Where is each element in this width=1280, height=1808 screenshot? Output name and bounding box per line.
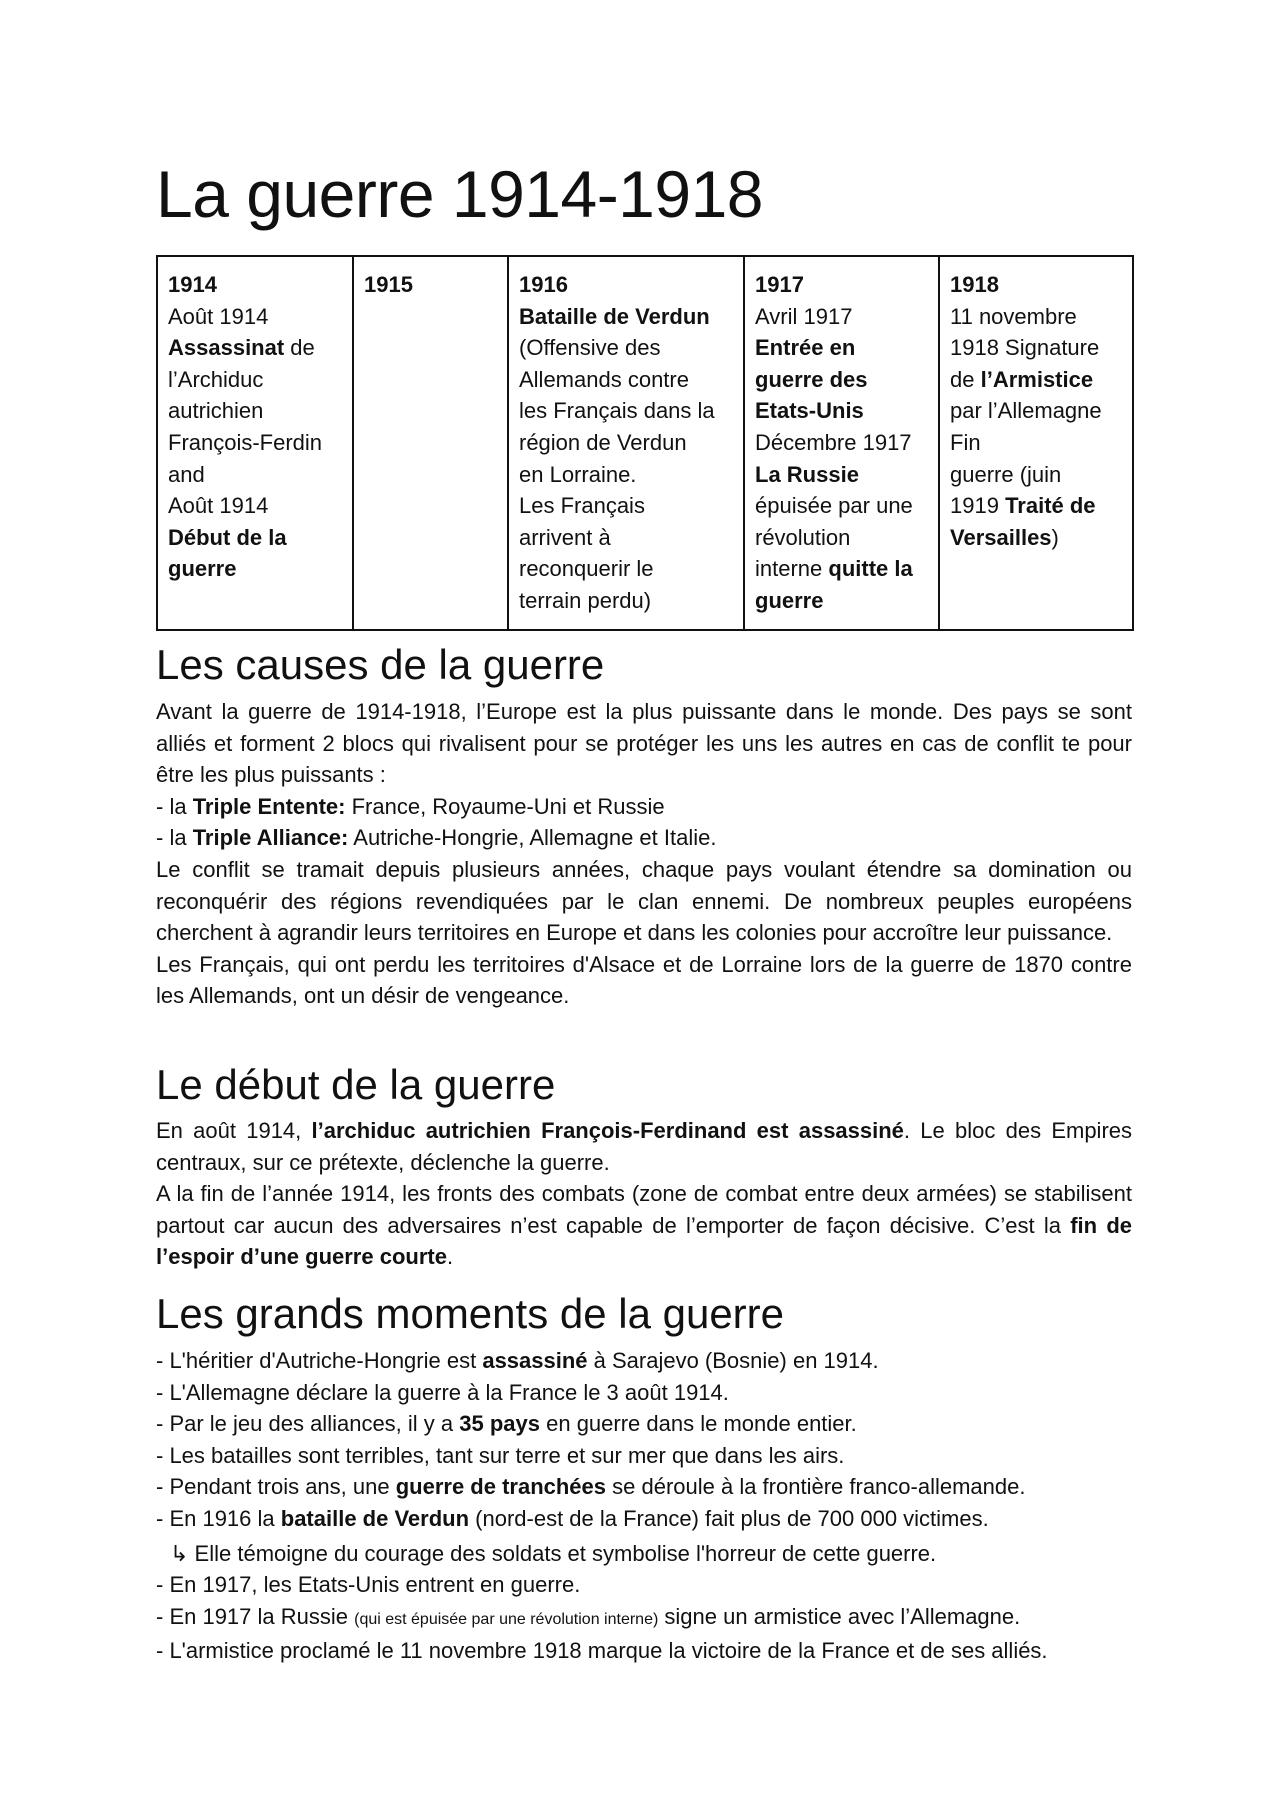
timeline-text: de: [950, 366, 981, 392]
timeline-text: Août 1914: [168, 493, 269, 519]
timeline-text: (Offensive des: [519, 335, 661, 361]
timeline-bold: Entrée en: [755, 335, 856, 361]
timeline-cell-1918: [939, 256, 1133, 630]
section-heading-debut: Le début de la guerre: [156, 1061, 556, 1108]
text-span: (nord-est de la France) fait plus de 700 000 victimes.: [469, 1505, 989, 1531]
bold-span: l’archiduc autrichien François-Ferdinand est assassiné: [311, 1118, 904, 1143]
timeline-text: reconquerir le: [519, 556, 654, 582]
list-item: [156, 1503, 1156, 1535]
text-span: En août 1914,: [156, 1118, 312, 1143]
section-heading-moments: Les grands moments de la guerre: [156, 1290, 785, 1337]
timeline-text: terrain perdu): [519, 587, 652, 613]
timeline-text: de: [284, 335, 315, 361]
timeline-bold: l’Armistice: [980, 366, 1094, 392]
timeline-text: Fin: [950, 429, 981, 455]
timeline-year: 1915: [364, 272, 413, 297]
text-span: A la fin de l’année 1914, les fronts des combats (zone de combat entre deux armées) se stabilisent partout car aucun des adversaires n’est capable de l’emporter de façon décisive. C’est la: [156, 1181, 1132, 1238]
list-item: - Les batailles sont terribles, tant sur terre et sur mer que dans les airs.: [156, 1442, 845, 1468]
timeline-cell-1915: [353, 256, 508, 630]
paragraph: Avant la guerre de 1914-1918, l’Europe est la plus puissante dans le monde. Des pays se sont alliés et forment 2 blocs qui rivalisent pour se protéger les uns les autres en cas de conflit te pour être les plus puissants :: [156, 699, 1132, 788]
timeline-bold: Versailles: [950, 524, 1052, 550]
list-item: [156, 1471, 1156, 1503]
text-span: . Le bloc des Empires centraux, sur ce prétexte, déclenche la guerre.: [156, 1118, 1133, 1175]
list-item-alliance: [156, 822, 1132, 854]
small-text-span: (qui est épuisée par une révolution interne): [354, 1610, 659, 1628]
timeline-bold: guerre des: [755, 366, 868, 392]
timeline-cell-1917: [744, 256, 939, 630]
text-span: - Par le jeu des alliances, il y a: [156, 1411, 460, 1437]
list-item-entente: [156, 791, 1132, 823]
timeline-text: l’Archiduc: [168, 366, 264, 392]
arrow-icon: ↳: [170, 1540, 189, 1566]
list-item: - En 1917, les Etats-Unis entrent en guerre.: [156, 1572, 581, 1598]
timeline-text: François-Ferdin: [168, 429, 323, 455]
paragraph: Les Français, qui ont perdu les territoires d'Alsace et de Lorraine lors de la guerre de 1870 contre les Allemands, ont un désir de vengeance.: [156, 951, 1132, 1009]
timeline-text: guerre (juin: [950, 461, 1062, 487]
list-item: - L'armistice proclamé le 11 novembre 1918 marque la victoire de la France et de ses alliés.: [156, 1638, 1048, 1664]
list-item: [156, 1601, 1156, 1636]
paragraph: [156, 1178, 1132, 1273]
section-body-debut: [156, 1115, 1132, 1273]
bold-span: Triple Alliance:: [192, 825, 349, 851]
timeline-text: arrivent à: [519, 524, 611, 550]
bold-span: Triple Entente:: [192, 793, 346, 819]
timeline-text: interne: [755, 556, 829, 582]
text-span: - la: [156, 793, 193, 819]
paragraph: Le conflit se tramait depuis plusieurs années, chaque pays voulant étendre sa domination ou reconquérir des régions revendiquées par le clan ennemi. De nombreux peuples européens cherchent à agrandir leurs territoires en Europe et dans les colonies pour accroître leur puissance.: [156, 856, 1132, 946]
timeline-bold: Traité de: [1005, 493, 1096, 519]
text-span: Autriche-Hongrie, Allemagne et Italie.: [348, 825, 717, 851]
section-body-causes: [156, 696, 1132, 1012]
text-span: en guerre dans le monde entier.: [540, 1411, 857, 1437]
text-span: Elle témoigne du courage des soldats et symbolise l'horreur de cette guerre.: [188, 1540, 937, 1566]
timeline-text: Avril 1917: [755, 303, 853, 329]
timeline-text: ): [1051, 524, 1059, 550]
timeline-text: Allemands contre: [519, 366, 689, 392]
text-span: .: [446, 1244, 454, 1270]
timeline-text: en Lorraine.: [519, 461, 637, 487]
text-span: signe un armistice avec l’Allemagne.: [658, 1603, 1021, 1629]
section-body-moments: [156, 1345, 1156, 1667]
bold-span: bataille de Verdun: [280, 1505, 470, 1531]
timeline-text: région de Verdun: [519, 429, 687, 455]
timeline-cell-1914: [157, 256, 353, 630]
text-span: - L'héritier d'Autriche-Hongrie est: [156, 1348, 483, 1373]
timeline-row: [157, 256, 1133, 630]
timeline-table: [156, 255, 1134, 631]
list-item: - L'Allemagne déclare la guerre à la France le 3 août 1914.: [156, 1379, 729, 1405]
bold-span: assassiné: [482, 1348, 588, 1373]
timeline-cell-1916: [508, 256, 744, 630]
timeline-year: 1917: [755, 272, 804, 297]
timeline-bold: Bataille de Verdun: [519, 303, 710, 329]
timeline-bold: Etats-Unis: [755, 398, 864, 424]
timeline-text: autrichien: [168, 398, 264, 424]
timeline-year: 1914: [168, 272, 217, 297]
bold-span: 35 pays: [459, 1411, 540, 1437]
timeline-bold: quitte la: [828, 556, 913, 582]
timeline-bold: La Russie: [755, 461, 859, 487]
timeline-text: Août 1914: [168, 303, 269, 329]
timeline-bold: guerre: [755, 587, 824, 613]
timeline-bold: guerre: [168, 556, 237, 582]
paragraph: [156, 1115, 1132, 1178]
timeline-text: and: [168, 461, 205, 487]
bold-span: fin de l’espoir d’une guerre courte: [156, 1212, 1132, 1270]
list-item: [156, 1408, 1156, 1440]
text-span: - Pendant trois ans, une: [156, 1474, 396, 1500]
list-item: [156, 1345, 1156, 1377]
text-span: à Sarajevo (Bosnie) en 1914.: [587, 1348, 879, 1373]
timeline-year: 1916: [519, 272, 568, 297]
page-title: La guerre 1914-1918: [156, 157, 763, 231]
timeline-text: Décembre 1917: [755, 429, 912, 455]
text-span: - En 1916 la: [156, 1505, 281, 1531]
text-span: France, Royaume-Uni et Russie: [345, 793, 665, 819]
timeline-text: Les Français: [519, 493, 645, 519]
timeline-text: 11 novembre: [950, 303, 1077, 329]
timeline-text: les Français dans la: [519, 398, 715, 424]
text-span: - En 1917 la Russie: [156, 1603, 355, 1629]
list-subitem: [156, 1538, 1156, 1570]
timeline-text: révolution: [755, 524, 851, 550]
text-span: se déroule à la frontière franco-allemande.: [606, 1474, 1026, 1500]
timeline-text: par l’Allemagne: [950, 398, 1102, 424]
timeline-text: 1918 Signature: [950, 335, 1100, 361]
timeline-text: 1919: [950, 493, 1006, 519]
timeline-text: épuisée par une: [755, 493, 913, 519]
timeline-year: 1918: [950, 272, 999, 297]
timeline-bold: Assassinat: [168, 335, 285, 361]
section-heading-causes: Les causes de la guerre: [156, 641, 605, 688]
bold-span: guerre de tranchées: [395, 1474, 607, 1500]
text-span: - la: [156, 825, 193, 851]
timeline-bold: Début de la: [168, 524, 287, 550]
